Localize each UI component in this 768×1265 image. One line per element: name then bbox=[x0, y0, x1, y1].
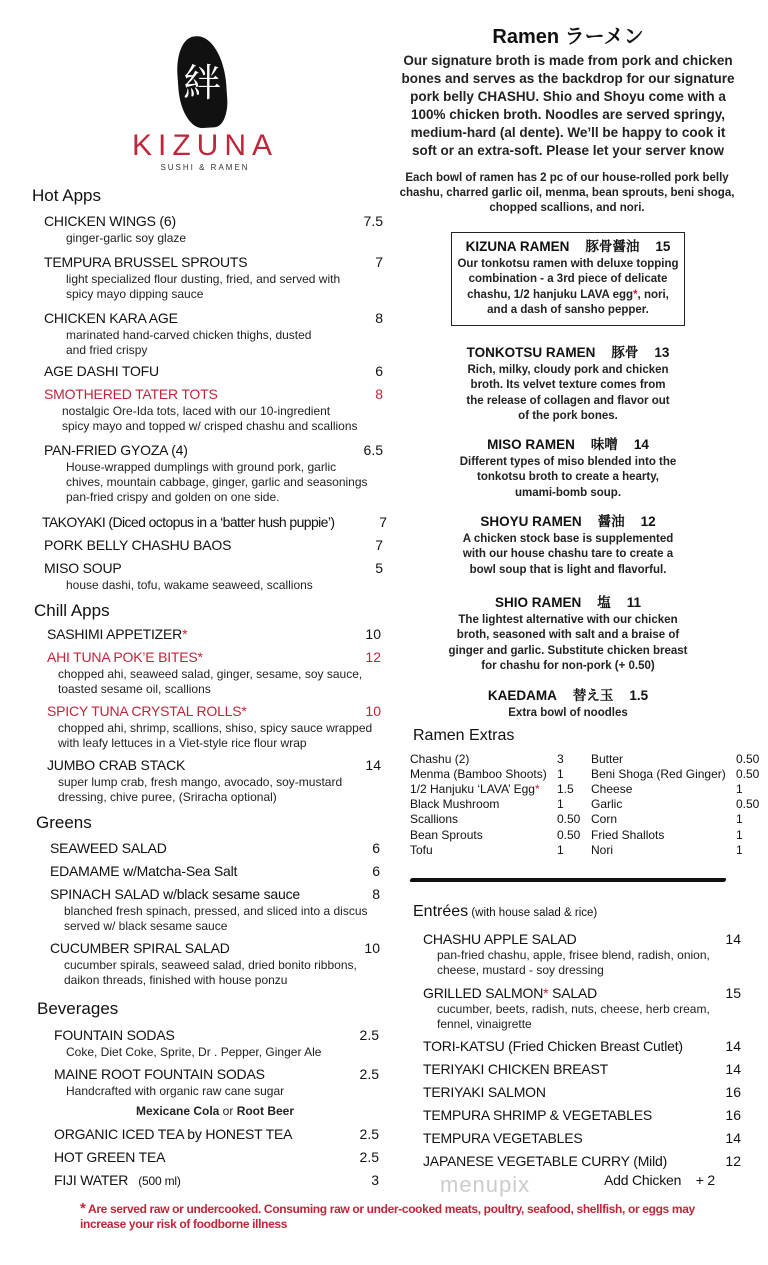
menu-item-name: SEAWEED SALAD bbox=[50, 840, 167, 856]
ramen-japanese-name: 味噌 bbox=[590, 437, 618, 453]
entree-price: 14 bbox=[725, 1038, 741, 1054]
menu-item-name: PORK BELLY CHASHU BAOS bbox=[44, 537, 232, 553]
raw-warning-star: * bbox=[182, 626, 188, 642]
menu-item-description: with leafy lettuces in a Viet-style rice flour wrap bbox=[58, 735, 307, 750]
extra-price: 1 bbox=[736, 781, 743, 796]
menu-item-name: AHI TUNA POK’E BITES* bbox=[47, 649, 203, 665]
ramen-name: SHOYU RAMEN bbox=[480, 514, 582, 529]
entree-description: pan-fried chashu, apple, frisee blend, radish, onion, bbox=[437, 947, 710, 962]
menu-item-name: FIJI WATER (500 ml) bbox=[54, 1172, 181, 1188]
menu-item-name: EDAMAME w/Matcha-Sea Salt bbox=[50, 863, 238, 879]
menu-item-name: SASHIMI APPETIZER* bbox=[47, 626, 188, 642]
item-qualifier: (500 ml) bbox=[138, 1174, 181, 1188]
ramen-name: TONKOTSU RAMEN bbox=[466, 345, 596, 360]
ramen-description: chashu, 1/2 hanjuku LAVA egg*, nori, bbox=[467, 288, 669, 301]
menu-item-name: MAINE ROOT FOUNTAIN SODAS bbox=[54, 1066, 265, 1082]
ramen-japanese-name: 替え玉 bbox=[572, 688, 614, 704]
menu-item-description: Handcrafted with organic raw cane sugar bbox=[66, 1083, 285, 1098]
ramen-name: KIZUNA RAMEN bbox=[465, 239, 570, 254]
extra-price: 1 bbox=[557, 842, 564, 857]
menu-item-name: JUMBO CRAB STACK bbox=[47, 757, 186, 773]
ramen-price: 11 bbox=[626, 595, 642, 610]
raw-warning-star: * bbox=[633, 288, 638, 301]
menu-item-description: marinated hand-carved chicken thighs, dusted bbox=[66, 327, 312, 342]
menu-item-price: 2.5 bbox=[359, 1126, 379, 1142]
entree-name: TERIYAKI CHICKEN BREAST bbox=[423, 1061, 608, 1077]
menu-item-price: 8 bbox=[372, 886, 380, 902]
menu-item-description: House-wrapped dumplings with ground pork, garlic bbox=[66, 459, 337, 474]
entree-description: cucumber, beets, radish, nuts, cheese, herb cream, bbox=[437, 1001, 710, 1016]
menu-item-name: CUCUMBER SPIRAL SALAD bbox=[50, 940, 230, 956]
entree-price: 16 bbox=[725, 1107, 741, 1123]
ramen-name: SHIO RAMEN bbox=[494, 595, 582, 610]
extra-name: Menma (Bamboo Shoots) bbox=[410, 766, 547, 781]
ramen-heading-row bbox=[466, 238, 671, 256]
extra-name: Chashu (2) bbox=[410, 751, 470, 766]
extra-price: 1 bbox=[736, 827, 743, 842]
menu-item-description: spicy mayo and topped w/ crisped chashu and scallions bbox=[62, 418, 358, 433]
menu-item-price: 6 bbox=[372, 840, 380, 856]
extra-name: Nori bbox=[591, 842, 614, 857]
extra-name: Scallions bbox=[410, 812, 459, 827]
menu-item-name: SMOTHERED TATER TOTS bbox=[44, 386, 218, 402]
menu-item-name: HOT GREEN TEA bbox=[54, 1149, 166, 1165]
ramen-intro-line: 100% chicken broth. Noodles are served springy, bbox=[410, 107, 726, 122]
entree-price: 16 bbox=[725, 1084, 741, 1100]
extra-name: Butter bbox=[591, 751, 624, 766]
soda-flavors-note bbox=[136, 1104, 294, 1119]
menu-item-description: daikon threads, finished with house ponzu bbox=[64, 972, 288, 987]
ramen-description: A chicken stock base is supplemented bbox=[462, 532, 674, 545]
extra-name: Beni Shoga (Red Ginger) bbox=[591, 766, 726, 781]
menu-item-name: TAKOYAKI (Diced octopus in a ‘batter hush puppie’) bbox=[42, 514, 335, 530]
section-heading: Greens bbox=[36, 813, 92, 832]
menu-item-price: 10 bbox=[364, 940, 380, 956]
menu-item-description: chives, mountain cabbage, ginger, garlic and seasonings bbox=[66, 474, 368, 489]
addon-price: + 2 bbox=[695, 1172, 715, 1188]
menu-item-description: spicy mayo dipping sauce bbox=[66, 286, 204, 301]
menu-item-description: pan-fried crispy and golden on one side. bbox=[66, 489, 280, 504]
entree-price: 14 bbox=[725, 1130, 741, 1146]
raw-food-warning: * Are served raw or undercooked. Consuming raw or under-cooked meats, poultry, seafood, shellfish, or eggs may bbox=[80, 1199, 695, 1217]
extra-name: 1/2 Hanjuku ‘LAVA’ Egg* bbox=[410, 781, 540, 796]
extra-name: Cheese bbox=[591, 781, 633, 796]
ramen-description: Rich, milky, cloudy pork and chicken bbox=[467, 363, 669, 376]
raw-food-warning-line: increase your risk of foodborne illness bbox=[80, 1216, 288, 1231]
menu-item-name: SPICY TUNA CRYSTAL ROLLS* bbox=[47, 703, 247, 719]
menu-item-description: light specialized flour dusting, fried, and served with bbox=[66, 271, 341, 286]
section-heading: Chill Apps bbox=[34, 601, 110, 620]
watermark: menupix bbox=[440, 1172, 531, 1197]
menu-item-description: toasted sesame oil, scallions bbox=[58, 681, 211, 696]
entree-name: CHASHU APPLE SALAD bbox=[423, 931, 577, 947]
menu-item-name: AGE DASHI TOFU bbox=[44, 363, 159, 379]
menu-item-name: ORGANIC ICED TEA by HONEST TEA bbox=[54, 1126, 293, 1142]
menu-item-price: 2.5 bbox=[359, 1149, 379, 1165]
raw-warning-star: * bbox=[534, 781, 540, 796]
menu-item-price: 7.5 bbox=[363, 213, 383, 229]
menu-item-price: 14 bbox=[365, 757, 381, 773]
ramen-description: ginger and garlic. Substitute chicken breast bbox=[448, 644, 688, 657]
extra-price: 0.50 bbox=[736, 766, 760, 781]
ramen-note-line: chashu, charred garlic oil, menma, bean sprouts, beni shoga, bbox=[399, 186, 735, 199]
ramen-description: The lightest alternative with our chicken bbox=[458, 613, 678, 626]
ramen-price: 13 bbox=[654, 345, 670, 360]
ramen-intro-line: pork belly CHASHU. Shio and Shoyu come with a bbox=[410, 89, 726, 104]
section-subtitle: (with house salad & rice) bbox=[468, 907, 598, 919]
ramen-description: combination - a 3rd piece of delicate bbox=[468, 273, 668, 285]
menu-item-description: and fried crispy bbox=[66, 342, 148, 357]
extra-price: 0.50 bbox=[736, 751, 760, 766]
menu-item-price: 2.5 bbox=[359, 1066, 379, 1082]
ramen-japanese-name: 豚骨 bbox=[611, 345, 639, 361]
extra-name: Corn bbox=[591, 812, 618, 827]
menu-item-price: 7 bbox=[375, 537, 383, 553]
menu-item-description: ginger-garlic soy glaze bbox=[66, 230, 187, 245]
ramen-description: tonkotsu broth to create a hearty, bbox=[477, 471, 659, 483]
ramen-title: Ramen ラーメン bbox=[492, 26, 644, 48]
ramen-heading-row bbox=[480, 513, 655, 531]
ramen-name: KAEDAMA bbox=[487, 688, 557, 703]
logo-tagline: SUSHI & RAMEN bbox=[160, 163, 250, 172]
ramen-price: 12 bbox=[640, 514, 656, 529]
ramen-japanese-name: 塩 bbox=[597, 595, 611, 611]
extra-price: 0.50 bbox=[557, 812, 581, 827]
ramen-description: Different types of miso blended into the bbox=[459, 455, 677, 468]
menu-item-description: nostalgic Ore-Ida tots, laced with our 10-ingredient bbox=[62, 403, 331, 418]
note-connector: or bbox=[219, 1103, 237, 1118]
menu-item-name: PAN-FRIED GYOZA (4) bbox=[44, 442, 188, 458]
soda-flavor: Mexicane Cola bbox=[135, 1103, 220, 1118]
menu-item-price: 6 bbox=[372, 863, 380, 879]
ramen-intro-line: medium-hard (al dente). We’ll be happy to cook it bbox=[410, 125, 726, 140]
menu-item-price: 3 bbox=[371, 1172, 379, 1188]
ramen-description: for chashu for non-pork (+ 0.50) bbox=[481, 660, 655, 672]
ramen-note-line: Each bowl of ramen has 2 pc of our house-rolled pork belly bbox=[405, 171, 729, 184]
ramen-description: broth. Its velvet texture comes from bbox=[470, 379, 666, 391]
menu-item-price: 12 bbox=[365, 649, 381, 665]
section-heading: Ramen Extras bbox=[413, 727, 515, 744]
ramen-description: umami-bomb soup. bbox=[514, 486, 622, 499]
addon-label: Add Chicken bbox=[604, 1172, 682, 1188]
extra-name: Tofu bbox=[410, 842, 433, 857]
ramen-description: Extra bowl of noodles bbox=[508, 706, 628, 719]
entree-description: cheese, mustard - soy dressing bbox=[437, 962, 604, 977]
extra-name: Bean Sprouts bbox=[410, 827, 483, 842]
entree-name: TEMPURA VEGETABLES bbox=[423, 1130, 583, 1146]
menu-item-description: Coke, Diet Coke, Sprite, Dr . Pepper, Ginger Ale bbox=[66, 1044, 322, 1059]
ramen-heading-row bbox=[487, 436, 649, 454]
menu-item-name: CHICKEN KARA AGE bbox=[44, 310, 178, 326]
menu-item-price: 8 bbox=[375, 310, 383, 326]
entree-description: fennel, vinaigrette bbox=[437, 1016, 532, 1031]
section-heading: Beverages bbox=[37, 999, 119, 1018]
menu-item-price: 5 bbox=[375, 560, 383, 576]
entree-price: 12 bbox=[725, 1153, 741, 1169]
extra-name: Fried Shallots bbox=[591, 827, 665, 842]
menu-item-price: 2.5 bbox=[359, 1027, 379, 1043]
ramen-note-line: chopped scallions, and nori. bbox=[489, 201, 645, 214]
brush-divider bbox=[409, 878, 726, 882]
ramen-price: 14 bbox=[633, 437, 649, 452]
menu-item-name: MISO SOUP bbox=[44, 560, 122, 576]
logo-kanji: 絆 bbox=[183, 61, 222, 105]
section-heading: Entrées (with house salad & rice) bbox=[413, 903, 598, 920]
extra-price: 1.5 bbox=[557, 781, 574, 796]
extra-price: 3 bbox=[557, 751, 564, 766]
ramen-price: 1.5 bbox=[629, 688, 649, 703]
menu-item-description: house dashi, tofu, wakame seaweed, scallions bbox=[66, 577, 313, 592]
menu-item-price: 6.5 bbox=[363, 442, 383, 458]
menu-item-description: chopped ahi, seaweed salad, ginger, sesame, soy sauce, bbox=[58, 666, 363, 681]
entree-name: TEMPURA SHRIMP & VEGETABLES bbox=[423, 1107, 653, 1123]
menu-item-description: cucumber spirals, seaweed salad, dried bonito ribbons, bbox=[64, 957, 357, 972]
extra-price: 1 bbox=[736, 812, 743, 827]
ramen-description: broth, seasoned with salt and a braise of bbox=[456, 629, 680, 641]
entree-name: TORI-KATSU (Fried Chicken Breast Cutlet) bbox=[423, 1038, 683, 1054]
menu-item-description: served w/ black sesame sauce bbox=[64, 918, 228, 933]
menu-item-description: chopped ahi, shrimp, scallions, shiso, spicy sauce wrapped bbox=[58, 720, 373, 735]
menu-item-price: 7 bbox=[379, 514, 387, 530]
section-heading: Hot Apps bbox=[32, 186, 101, 205]
entree-price: 15 bbox=[725, 985, 741, 1001]
ramen-description: and a dash of sansho pepper. bbox=[487, 304, 649, 316]
ramen-description: bowl soup that is light and flavorful. bbox=[469, 563, 667, 576]
extra-price: 1 bbox=[736, 842, 743, 857]
extra-name: Garlic bbox=[591, 797, 623, 812]
extra-price: 1 bbox=[557, 766, 564, 781]
ramen-intro-line: bones and serves as the backdrop for our signature bbox=[401, 71, 735, 86]
soda-flavor: Root Beer bbox=[236, 1103, 295, 1118]
entree-price: 14 bbox=[725, 931, 741, 947]
menu-item-description: super lump crab, fresh mango, avocado, soy-mustard bbox=[58, 774, 343, 789]
logo-name: KIZUNA bbox=[131, 129, 278, 162]
warning-star: * bbox=[80, 1199, 86, 1217]
extra-price: 1 bbox=[557, 797, 564, 812]
menu-item-price: 8 bbox=[375, 386, 383, 402]
menu-item-description: dressing, chive puree, (Sriracha optional) bbox=[58, 789, 277, 804]
ramen-name: MISO RAMEN bbox=[487, 437, 575, 452]
menu-item-price: 7 bbox=[375, 254, 383, 270]
ramen-japanese-name: 醤油 bbox=[597, 514, 625, 530]
extra-price: 0.50 bbox=[557, 827, 581, 842]
ramen-price: 15 bbox=[655, 239, 671, 254]
ramen-intro-line: Our signature broth is made from pork and chicken bbox=[403, 53, 733, 68]
ramen-description: the release of collagen and flavor out bbox=[466, 394, 670, 407]
menu-item-price: 6 bbox=[375, 363, 383, 379]
extra-name: Black Mushroom bbox=[410, 797, 500, 812]
ramen-japanese-name: 豚骨醤油 bbox=[585, 239, 640, 255]
menu-item-name: FOUNTAIN SODAS bbox=[54, 1027, 175, 1043]
ramen-heading-row bbox=[467, 344, 670, 362]
ramen-heading-row bbox=[495, 594, 641, 612]
entree-name: GRILLED SALMON* SALAD bbox=[423, 985, 597, 1001]
raw-warning-star: * bbox=[543, 985, 549, 1001]
ramen-description: Our tonkotsu ramen with deluxe topping bbox=[457, 257, 679, 270]
menu-item-name: TEMPURA BRUSSEL SPROUTS bbox=[44, 254, 248, 270]
extra-price: 0.50 bbox=[736, 797, 760, 812]
menu-item-name: SPINACH SALAD w/black sesame sauce bbox=[50, 886, 300, 902]
entree-name: TERIYAKI SALMON bbox=[423, 1084, 546, 1100]
ramen-intro-line: soft or an extra-soft. Please let your server know bbox=[411, 143, 725, 158]
menu-item-price: 10 bbox=[365, 703, 381, 719]
ramen-heading-row bbox=[488, 687, 648, 705]
ramen-description: of the pork bones. bbox=[518, 410, 618, 422]
entree-name: JAPANESE VEGETABLE CURRY (Mild) bbox=[423, 1153, 668, 1169]
ramen-description: with our house chashu tare to create a bbox=[462, 548, 674, 560]
entree-price: 14 bbox=[725, 1061, 741, 1077]
menu-item-name: CHICKEN WINGS (6) bbox=[44, 213, 176, 229]
menu-item-price: 10 bbox=[365, 626, 381, 642]
menu-item-description: blanched fresh spinach, pressed, and sliced into a discus bbox=[64, 903, 368, 918]
